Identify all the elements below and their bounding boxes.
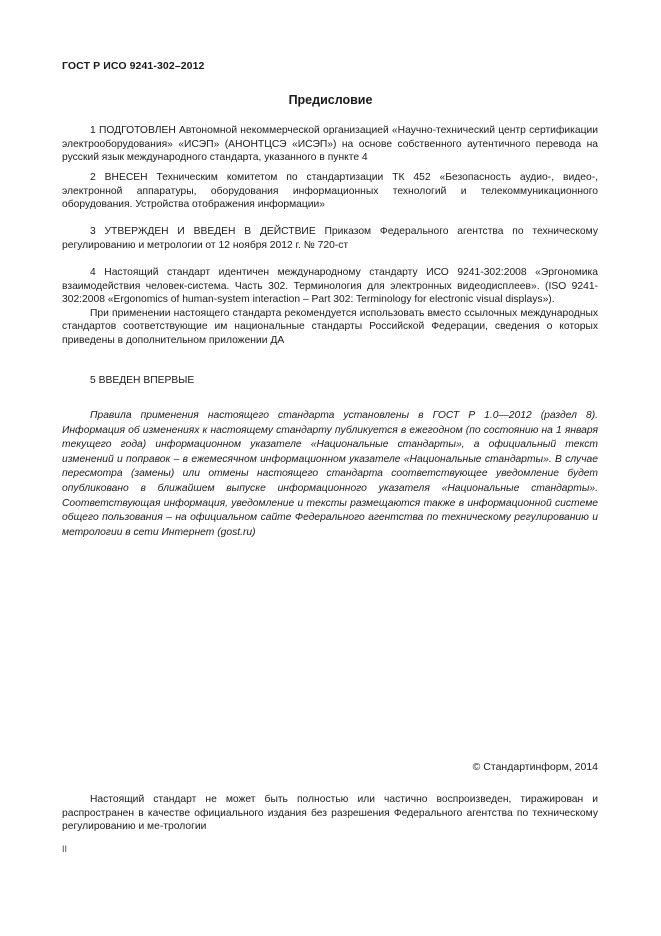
- foreword-item-text: 4 Настоящий стандарт идентичен международному стандарту ИСО 9241-302:2008 «Эргономика взаимодействия человек-система. Часть 302. Терминология для электронных видеодисплеев». (ISO 9241-302:2008 «Ergonomics of human-system interaction – Part 302: Terminology for electronic visual displays»).: [62, 267, 598, 306]
- foreword-item-text: 1 ПОДГОТОВЛЕН Автономной некоммерческой организацией «Научно-технический центр сертификации электрооборудования» «ИСЭП» (АНОНТЦСЭ «ИСЭП») на основе собственного аутентичного перевода на русский язык международного стандарта, указанного в пункте 4: [62, 125, 598, 164]
- foreword-item-1: [62, 124, 598, 165]
- copyright: © Стандартинформ, 2014: [472, 761, 598, 773]
- foreword-item-3: [62, 225, 598, 252]
- document-code: ГОСТ Р ИСО 9241-302–2012: [62, 60, 205, 72]
- foreword-item-text: 2 ВНЕСЕН Техническим комитетом по стандартизации ТК 452 «Безопасность аудио-, видео-, электронной аппаратуры, оборудования информационных технологий и телекоммуникационного оборудования. Устройства отображения информации»: [62, 172, 598, 211]
- foreword-item-text: 3 УТВЕРЖДЕН И ВВЕДЕН В ДЕЙСТВИЕ Приказом Федерального агентства по техническому регулированию и метрологии от 12 ноября 2012 г. № 720-ст: [62, 226, 598, 251]
- foreword-item-note: При применении настоящего стандарта рекомендуется использовать вместо ссылочных международных стандартов соответствующие им национальные стандарты Российской Федерации, сведения о которых приведены в дополнительном приложении ДА: [62, 307, 598, 346]
- foreword-item-4: [62, 266, 598, 348]
- legal-notice: Настоящий стандарт не может быть полностью или частично воспроизведен, тиражирован и распространен в качестве официального издания без разрешения Федерального агентства по техническому регулированию и ме-трологии: [62, 794, 598, 833]
- foreword-item-2: [62, 171, 598, 212]
- page-number: II: [62, 844, 68, 854]
- rules-notice: Правила применения настоящего стандарта установлены в ГОСТ Р 1.0—2012 (раздел 8). Информация об изменениях к настоящему стандарту публикуется в ежегодном (по состоянию на 1 января текущего года) информационном указателе «Национальные стандарты», а официальный текст изменений и поправок – в ежемесячном информационном указателе «Национальные стандарты». В случае пересмотра (замены) или отмены настоящего стандарта соответствующее уведомление будет опубликовано в ближайшем выпуске информационного указателя «Национальные стандарты». Соответствующая информация, уведомление и тексты размещаются также в информационной системе общего пользования – на официальном сайте Федерального агентства по техническому регулированию и метрологии в сети Интернет (gost.ru): [62, 410, 598, 538]
- page-title: Предисловие: [288, 93, 373, 107]
- foreword-item-text: 5 ВВЕДЕН ВПЕРВЫЕ: [90, 375, 195, 386]
- foreword-item-5: [62, 374, 598, 388]
